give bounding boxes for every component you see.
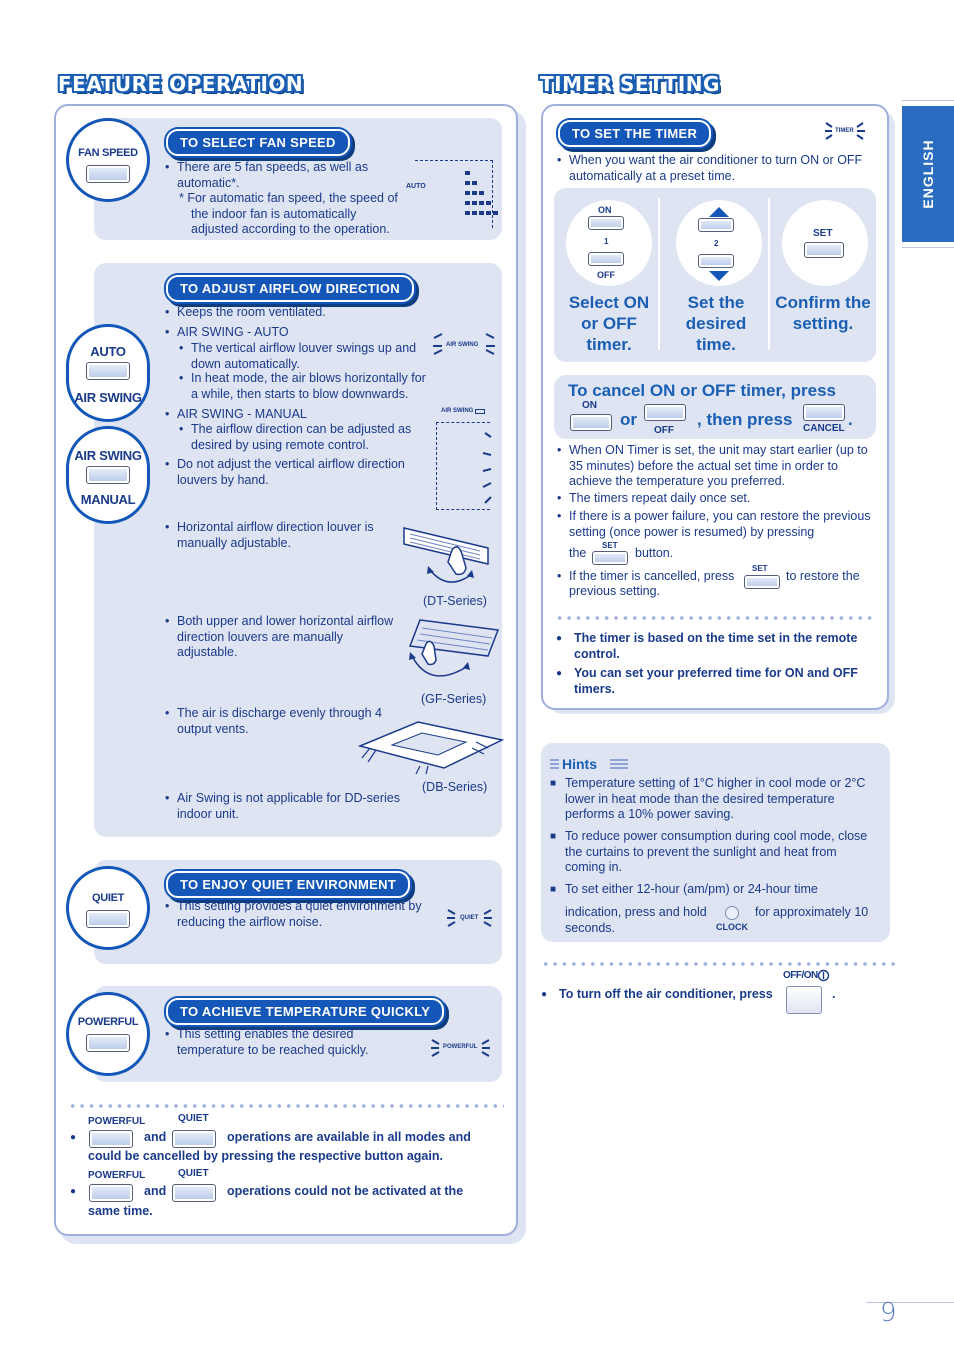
- fan-speed-bars-icon: [463, 167, 503, 227]
- clock-label: CLOCK: [716, 922, 748, 932]
- cancel-on-label: ON: [582, 400, 597, 411]
- step1-one-label: 1: [604, 237, 609, 246]
- auto-airswing-button-circle: [66, 324, 150, 422]
- air-swing-manual-icon-label: AIR SWING: [441, 408, 474, 414]
- air-swing-label: AIR SWING: [74, 390, 142, 405]
- fan-speed-diagram: [406, 160, 493, 228]
- cancel-then: , then press: [697, 410, 793, 429]
- powerful-label: POWERFUL: [77, 1016, 139, 1028]
- timer-note-4c: previous setting.: [569, 584, 661, 598]
- offon-button[interactable]: [786, 986, 822, 1014]
- airflow-bullet-8: • Air Swing is not applicable for DD-series indoor unit.: [177, 791, 422, 822]
- louver-positions-icon: [477, 423, 497, 511]
- note2-quiet-button[interactable]: [172, 1184, 216, 1202]
- restore-set-button[interactable]: [592, 551, 628, 565]
- step2-circle: [676, 200, 762, 286]
- fan-speed-pill: TO SELECT FAN SPEED: [166, 129, 350, 156]
- timer-note-4b: to restore the: [786, 569, 860, 583]
- powerful-button[interactable]: [86, 1034, 130, 1052]
- tab-bottom-rule: [902, 247, 954, 248]
- offon-text: ● To turn off the air conditioner, press: [559, 987, 773, 1003]
- manual-label: MANUAL: [80, 492, 136, 507]
- timer-bullet-1: • When you want the air conditioner to turn ON or OFF automatically at a preset time.: [569, 153, 879, 184]
- fan-speed-button[interactable]: [86, 165, 130, 183]
- gf-series-label: (GF-Series): [421, 692, 487, 706]
- airflow-pill: TO ADJUST AIRFLOW DIRECTION: [166, 275, 414, 302]
- step3-circle: [782, 200, 868, 286]
- airflow-bullet-6: • Both upper and lower horizontal airflow direction louvers are manually adjustable.: [177, 614, 402, 661]
- db-series-label: (DB-Series): [422, 780, 488, 794]
- airflow-bullet-2: • AIR SWING - AUTO: [177, 325, 427, 341]
- hints-right-bar: [610, 759, 628, 769]
- manual-airswing-button-circle: [66, 426, 150, 524]
- quiet-indicator-label: QUIET: [460, 915, 479, 921]
- set-timer-pill: TO SET THE TIMER: [558, 120, 711, 147]
- hint-3b: indication, press and hold: [565, 905, 707, 919]
- cancel-off-label: OFF: [654, 425, 674, 436]
- step1-on-label: ON: [598, 205, 612, 215]
- timer-note-3-button: button.: [635, 546, 674, 560]
- tab-top-rule: [902, 100, 954, 101]
- louver-positions-diagram: [436, 422, 490, 510]
- dt-series-label: (DT-Series): [423, 594, 487, 608]
- hints-title: Hints: [562, 756, 597, 772]
- note2-and: and: [144, 1184, 167, 1198]
- note2-text-a: operations could not be activated at the: [227, 1184, 464, 1198]
- fan-auto-label: AUTO: [406, 183, 426, 190]
- time-up-button[interactable]: [698, 218, 734, 232]
- time-down-button[interactable]: [698, 254, 734, 268]
- power-icon: [817, 969, 830, 982]
- note1-powerful-button[interactable]: [89, 1130, 133, 1148]
- note2-powerful-label: POWERFUL: [88, 1170, 146, 1181]
- powerful-button-circle: [66, 992, 150, 1076]
- cancel-instruction: To cancel ON or OFF timer, press: [568, 381, 836, 400]
- timer-on-button[interactable]: [588, 216, 624, 230]
- up-arrow-icon[interactable]: [708, 206, 730, 218]
- powerful-pill: TO ACHIEVE TEMPERATURE QUICKLY: [166, 998, 444, 1025]
- step2-two-label: 2: [714, 239, 719, 248]
- hint-3c: for approximately 10: [755, 905, 869, 919]
- clock-button[interactable]: [725, 906, 739, 920]
- note1-powerful-label: POWERFUL: [88, 1116, 146, 1127]
- db-series-unit-icon: [358, 718, 504, 776]
- step2-title: Set the desired time.: [685, 293, 747, 354]
- timer-note-4-set-label: SET: [752, 564, 768, 573]
- note1-quiet-label: QUIET: [178, 1113, 209, 1124]
- cancel-button-label: CANCEL: [803, 423, 845, 434]
- gf-series-unit-icon: [404, 616, 500, 688]
- timer-note-3-set-label: SET: [602, 541, 618, 550]
- airflow-bullet-5: • Horizontal airflow direction louver is manually adjustable.: [177, 520, 402, 551]
- auto-airswing-button[interactable]: [86, 362, 130, 380]
- quiet-bullet: • This setting provides a quiet environment by reducing the airflow noise.: [177, 899, 437, 930]
- quiet-pill: TO ENJOY QUIET ENVIRONMENT: [166, 871, 410, 898]
- note1-quiet-button[interactable]: [172, 1130, 216, 1148]
- airflow-bullet-1: • Keeps the room ventilated.: [177, 305, 427, 321]
- fan-speed-label: FAN SPEED: [78, 147, 138, 159]
- powerful-indicator-label: POWERFUL: [443, 1044, 478, 1050]
- page-number: 9: [880, 1298, 897, 1328]
- timer-indicator-label: TIMER: [835, 128, 854, 134]
- timer-bold-note-2: ● You can set your preferred time for ON and OFF timers.: [574, 666, 874, 697]
- airflow-bullet-3: • AIR SWING - MANUAL: [177, 407, 427, 423]
- language-tab: [902, 106, 954, 242]
- cancel-button[interactable]: [803, 404, 845, 421]
- quiet-label: QUIET: [91, 892, 125, 904]
- step1-off-label: OFF: [597, 270, 615, 280]
- cancel-off-button[interactable]: [644, 404, 686, 421]
- manual-airswing-button[interactable]: [86, 466, 130, 484]
- language-tab-label: ENGLISH: [920, 139, 936, 209]
- note1-text-a: operations are available in all modes and: [227, 1130, 471, 1144]
- airflow-bullet-2a: • The vertical airflow louver swings up and down automatically.: [191, 341, 431, 372]
- note2-text-b: same time.: [88, 1204, 153, 1218]
- note2-powerful-button[interactable]: [89, 1184, 133, 1202]
- down-arrow-icon[interactable]: [708, 270, 730, 282]
- step-separator-1: [658, 198, 660, 350]
- powerful-bullet: • This setting enables the desired temperature to be reached quickly.: [177, 1027, 397, 1058]
- airflow-bullet-7: • The air is discharge evenly through 4 output vents.: [177, 706, 392, 737]
- left-divider: [68, 1104, 504, 1108]
- auto-label: AUTO: [90, 344, 126, 359]
- fan-speed-note: * For automatic fan speed, the speed of the indoor fan is automatically adjusted according to the operation.: [179, 191, 398, 236]
- quiet-button[interactable]: [86, 910, 130, 928]
- hint-3d: seconds.: [565, 921, 616, 935]
- timer-note-1: • When ON Timer is set, the unit may start earlier (up to 35 minutes) before the actual set time in order to achieve the temperature you preferred.: [569, 443, 871, 490]
- fan-speed-bullet: • There are 5 fan speeds, as well as automatic*.: [177, 160, 402, 191]
- step3-title: Confirm the setting.: [775, 293, 871, 333]
- timer-note-4a: • If the timer is cancelled, press: [569, 569, 734, 585]
- air-swing-label-2: AIR SWING: [74, 448, 142, 463]
- cancel-on-button[interactable]: [570, 414, 612, 431]
- fan-speed-button-circle: [66, 118, 150, 202]
- timer-set-button[interactable]: [804, 242, 844, 258]
- step1-circle: [566, 200, 652, 286]
- timer-note-3: • If there is a power failure, you can restore the previous setting (once power is resumed) by pressing: [569, 509, 879, 540]
- timer-bold-note-1: ● The timer is based on the time set in the remote control.: [574, 631, 874, 662]
- air-swing-auto-icon-label: AIR SWING: [446, 342, 479, 348]
- timer-divider: [555, 616, 877, 620]
- airflow-bullet-4: • Do not adjust the vertical airflow direction louvers by hand.: [177, 457, 422, 488]
- restore-set-button-2[interactable]: [744, 575, 780, 589]
- feature-operation-title: FEATURE OPERATION: [58, 72, 304, 96]
- hints-left-bar: [550, 759, 559, 769]
- airflow-bullet-3a: • The airflow direction can be adjusted as desired by using remote control.: [191, 422, 427, 453]
- timer-note-2: • The timers repeat daily once set.: [569, 491, 869, 507]
- offon-divider: [541, 962, 895, 966]
- hint-3a: ■ To set either 12-hour (am/pm) or 24-hour time: [565, 882, 880, 898]
- step3-set-label: SET: [813, 228, 833, 239]
- step-separator-2: [768, 198, 770, 350]
- hint-2: ■ To reduce power consumption during cool mode, close the curtains to prevent the sunlight and heat from coming in.: [565, 829, 880, 876]
- note1-text-b: could be cancelled by pressing the respective button again.: [88, 1149, 443, 1163]
- timer-note-3-the: the: [569, 546, 587, 560]
- hint-1: ■ Temperature setting of 1°C higher in cool mode or 2°C lower in heat mode than the desired temperature performs a 10% power saving.: [565, 776, 875, 823]
- dt-series-unit-icon: [400, 520, 494, 592]
- quiet-button-circle: [66, 866, 150, 950]
- step1-title: Select ON or OFF timer.: [568, 293, 650, 354]
- offon-period: .: [832, 987, 836, 1001]
- airflow-bullet-2b: • In heat mode, the air blows horizontally for a while, then starts to blow downwards.: [191, 371, 435, 402]
- offon-label: OFF/ON: [783, 970, 818, 981]
- note1-and: and: [144, 1130, 167, 1144]
- timer-setting-title: TIMER SETTING: [540, 72, 720, 96]
- timer-off-button[interactable]: [588, 252, 624, 266]
- note2-quiet-label: QUIET: [178, 1168, 209, 1179]
- cancel-period: .: [848, 410, 853, 429]
- cancel-or: or: [620, 410, 637, 429]
- air-swing-manual-box-icon: [475, 409, 485, 414]
